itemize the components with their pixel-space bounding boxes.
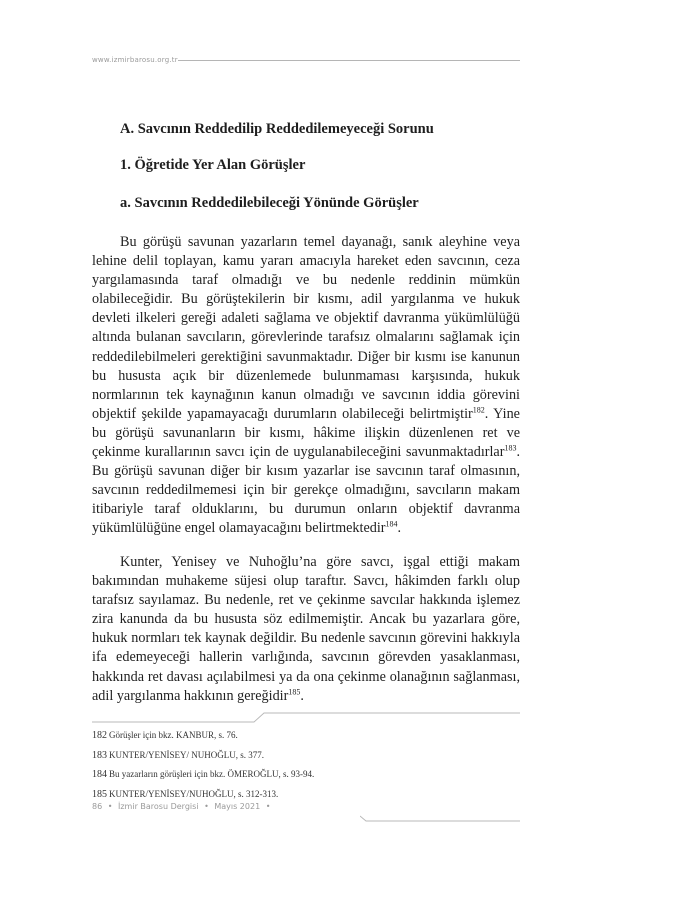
footer-separator: • — [107, 802, 113, 811]
footnote-ref-185[interactable]: 185 — [288, 686, 301, 696]
footnote-text: KUNTER/YENİSEY/ NUHOĞLU, s. 377. — [109, 749, 264, 760]
subsection-heading: 1. Öğretide Yer Alan Görüşler — [120, 157, 306, 173]
footnote-number: 183 — [92, 749, 107, 761]
footnote-divider — [92, 710, 520, 724]
page-header — [92, 53, 520, 67]
footnote-number: 182 — [92, 730, 107, 741]
footnotes — [92, 726, 520, 804]
paragraph-text: . — [397, 520, 402, 537]
footnote-ref-182[interactable]: 182 — [472, 405, 485, 415]
body-paragraph-2 — [92, 553, 520, 706]
footnote-ref-183[interactable]: 183 — [504, 443, 517, 453]
paragraph-text: . — [300, 687, 304, 704]
footnote-text: Bu yazarların görüşleri için bkz. ÖMEROĞLU, s. 93-94. — [109, 769, 315, 779]
header-rule — [178, 60, 520, 61]
footnote-183 — [92, 746, 520, 766]
footnote-number: 184 — [92, 769, 107, 780]
section-heading: A. Savcının Reddedilip Reddedilemeyeceği Sorunu — [120, 121, 434, 137]
footnote-ref-184[interactable]: 184 — [385, 519, 398, 529]
body-paragraph-1 — [92, 233, 520, 539]
footnote-182 — [92, 726, 520, 746]
issue-date: Mayıs 2021 — [214, 802, 261, 811]
footer-text — [92, 800, 273, 814]
paragraph-text: . Yine bu görüşü savunanların bir kısmı, hâkime ilişkin düzenlenen ret ve çekinme kurallarının savcı için de uygulanabileceğini savunmaktadırlar — [92, 405, 520, 461]
journal-name: İzmir Barosu Dergisi — [118, 802, 199, 811]
page-footer — [92, 800, 520, 814]
paragraph-text: Kunter, Yenisey ve Nuhoğlu’na göre savcı, işgal ettiği makam bakımından muhakeme süjesi olup taraftır. Savcı, hâkimden farklı olup tarafsız sayılamaz. Bu nedenle, ret ve çekinme savcılar hakkında işlemez zira kanunda da bu hususta söz edilmemiştir. Ancak bu yazarlara göre, hukuk normları tek kaynak değildir. Bu nedenle savcının görevini hakkıyla ifa edemeyeceği hallerin varlığında, savcının görevden yasaklanması, hakkında ret davası açılabilmesi ya da ona çekinme olanağının sağlanması, adil yargılanma hakkının gereğidir — [92, 554, 520, 704]
paragraph-text: Bu görüşü savunan yazarların temel dayanağı, sanık aleyhine veya lehine delil toplayan, kamu yararı amacıyla hareket eden savcının, ceza yargılamasında taraf olmadığı ve bu nedenle reddinin mümkün olabileceğidir. Bu görüştekilerin bir kısmı, adil yargılanma ve hukuk devleti ilkeleri gereği adaleti sağlama ve objektif davranma yükümlülüğü altında bulanan savcıların, görevlerinde tarafsız olmalarını sağlamak için reddedilebilmeleri gerektiğini savunmaktadır. Diğer bir kısmı ise kanunun bu hususta açık bir düzenlemede bulunmaması karşısında, hukuk normlarının tek kaynağının kanun olmadığı ve savcının iddia görevini objektif şekilde yapamayacağı durumların olabileceği belirtmiştir — [92, 234, 520, 422]
subsubsection-heading: a. Savcının Reddedilebileceği Yönünde Görüşler — [120, 195, 419, 211]
header-url: www.izmirbarosu.org.tr — [92, 56, 178, 64]
page-number: 86 — [92, 802, 103, 811]
footnote-text: Görüşler için bkz. KANBUR, s. 76. — [109, 730, 238, 740]
footer-rule — [360, 807, 520, 815]
paragraph-text: . Bu görüşü savunan diğer bir kısım yazarlar ise savcının taraf olmasının, savcının reddedilmemesi için bir gerekçe olmadığını, savcıların makam itibariyle taraf olduklarını, bu durumun onların objektif davranma yükümlülüğüne engel olamayacağını belirtmektedir — [92, 444, 520, 537]
footnote-184 — [92, 765, 520, 785]
footer-separator: • — [204, 802, 209, 811]
footnote-text: KUNTER/YENİSEY/NUHOĞLU, s. 312-313. — [109, 788, 279, 799]
footer-separator: • — [265, 802, 271, 811]
footnote-number: 185 — [92, 788, 107, 800]
